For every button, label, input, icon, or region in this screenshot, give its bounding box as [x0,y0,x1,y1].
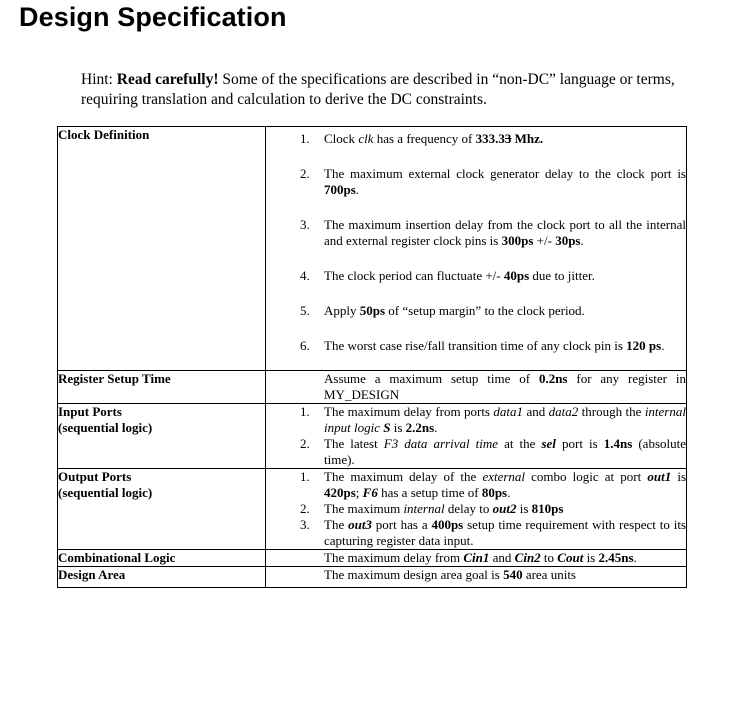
list-item: 1. The maximum delay of the external combo logic at port out1 is 420ps; F6 has a setup time of 80ps. [300,469,687,500]
row-label: Design Area [58,567,266,588]
list-item: 3. The maximum insertion delay from the clock port to all the internal and external register clock pins is 300ps +/- 30ps. [300,217,686,248]
list-item: 2. The maximum external clock generator delay to the clock port is 700ps. [300,166,686,197]
spec-table [57,126,687,588]
row-clock-definition [58,127,687,371]
row-content: Assume a maximum setup time of 0.2ns for any register in MY_DESIGN [266,371,687,404]
row-content [266,404,687,469]
list-item: 2. The maximum internal delay to out2 is 810ps [300,501,564,516]
list-item: 1. The maximum delay from ports data1 and data2 through the internal input logic S is 2.2ns. [300,404,686,435]
list-item: 2. The latest F3 data arrival time at the sel port is 1.4ns (absolute time). [300,436,686,467]
page-title: Design Specification [19,2,287,32]
row-output-ports [58,469,687,550]
list-item: 3. The out3 port has a 400ps setup time requirement with respect to its capturing register data input. [300,517,686,548]
row-content [266,469,687,550]
hint-emphasis: Read carefully! [116,71,219,88]
row-content [266,127,687,371]
list-item: 5. Apply 50ps of “setup margin” to the clock period. [300,303,585,318]
row-label: Clock Definition [58,127,266,371]
row-label: Input Ports (sequential logic) [58,404,266,469]
row-label: Combinational Logic [58,550,266,567]
hint-paragraph: Hint: Read carefully! Some of the specifications are described in “non-DC” language or terms, requiring translation and calculation to derive the DC constraints. [81,71,675,108]
list-item: 1. Clock clk has a frequency of 333.33 Mhz. [300,131,544,146]
list-item: 4. The clock period can fluctuate +/- 40ps due to jitter. [300,268,595,283]
row-design-area [58,567,687,588]
list-item: 6. The worst case rise/fall transition time of any clock pin is 120 ps. [300,338,665,353]
row-label: Register Setup Time [58,371,266,404]
row-combinational-logic [58,550,687,567]
row-label: Output Ports (sequential logic) [58,469,266,550]
row-content: The maximum design area goal is 540 area units [266,567,687,588]
row-register-setup-time [58,371,687,404]
row-input-ports [58,404,687,469]
row-content: The maximum delay from Cin1 and Cin2 to Cout is 2.45ns. [266,550,687,567]
